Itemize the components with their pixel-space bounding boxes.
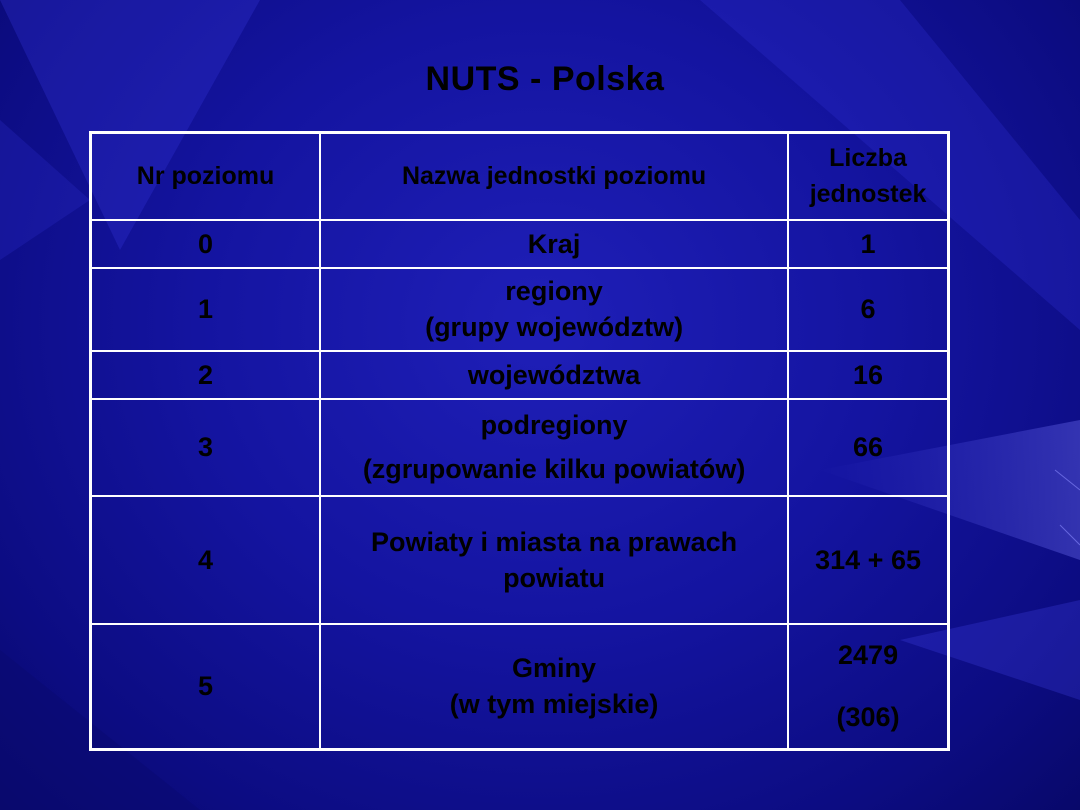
cell-unit-count: 16 [788,351,948,399]
cell-unit-name: Kraj [320,220,788,268]
cell-unit-name [320,399,788,496]
cell-level: 3 [91,399,321,496]
table-row [91,496,949,624]
cell-level: 5 [91,624,321,750]
cell-unit-name [320,268,788,351]
cell-unit-count: 6 [788,268,948,351]
slide-title: NUTS - Polska [425,60,665,98]
cell-unit-name: województwa [320,351,788,399]
table-row [91,220,949,268]
cell-unit-count: 1 [788,220,948,268]
table-row [91,268,949,351]
header-unit-count: Liczba jednostek [788,133,948,220]
nuts-table [89,131,950,751]
table-row [91,351,949,399]
unit-name-line: (zgrupowanie kilku powiatów) [362,454,746,484]
cell-unit-name [320,624,788,750]
unit-name-line: Powiaty i miasta na prawach [371,526,738,557]
header-level: Nr poziomu [91,133,321,220]
unit-name-line: Gminy [512,653,597,684]
unit-name-line: (grupy województw) [425,312,684,342]
unit-name-line: podregiony [480,410,628,440]
unit-name-line: powiatu [503,562,606,593]
unit-count-line: 2479 [838,640,899,671]
unit-name-line: regiony [505,276,603,306]
unit-count-line: (306) [836,702,900,733]
cell-unit-name [320,496,788,624]
header-unit-name: Nazwa jednostki poziomu [320,133,788,220]
cell-level: 2 [91,351,321,399]
table-row [91,624,949,750]
cell-unit-count: 314 + 65 [788,496,948,624]
unit-name-line: (w tym miejskie) [449,689,659,720]
table-row [91,399,949,496]
cell-level: 1 [91,268,321,351]
cell-level: 4 [91,496,321,624]
cell-unit-count [788,624,948,750]
table-header-row [91,133,949,220]
cell-level: 0 [91,220,321,268]
cell-unit-count: 66 [788,399,948,496]
